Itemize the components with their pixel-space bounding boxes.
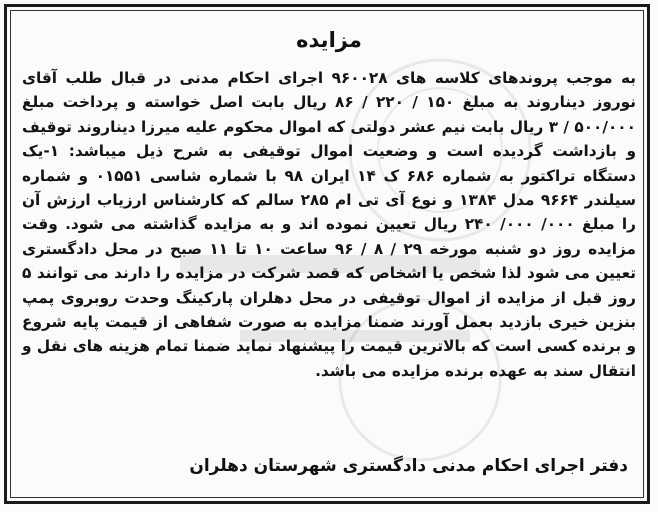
notice-body: به موجب پروندهای کلاسه های ۹۶۰۰۲۸ اجرای احکام مدنی در قبال طلب آقای نوروز دیناروند به مبلغ ۱۵۰ / ۲۲۰ / ۸۶ ریال بابت اصل خواسته و پرداخت مبلغ ۵۰۰/۰۰۰ / ۳ ریال بابت نیم عشر دولتی که اموال محکوم علیه میرزا دیناروند توقیف و بازداشت گردیده است و وضعیت اموال توقیفی به شرح ذیل میباشد: ۱-یک دستگاه تراکتور به شماره ۶۸۶ ک ۱۴ ایران ۹۸ با شماره شاسی ۰۱۵۵۱ و شماره سیلندر ۹۶۶۴ مدل ۱۳۸۴ و نوع آی تی ام ۲۸۵ سالم که کارشناس ارزیاب ارزش آن را مبلغ ۰۰۰/ ۰۰۰/ ۲۴۰ ریال تعیین نموده اند و به مزایده گذاشته می شود. وقت مزایده روز دو شنبه مورخه ۲۹ / ۸ / ۹۶ ساعت ۱۰ تا ۱۱ صبح در محل دادگستری تعیین می شود لذا شخص یا اشخاص که قصد شرکت در مزایده را دارند می توانند ۵ روز قبل از مزایده از اموال توقیفی در محل دهلران پارکینگ وحدت روبروی پمپ بنزین خیری بازدید بعمل آورند ضمنا مزایده به صورت شفاهی از قیمت پایه شروع و برنده کسی است که بالاترین قیمت را پیشنهاد نماید ضمنا تمام هزینه های نقل و انتقال سند به عهده برنده مزایده می باشد. [22,69,637,380]
notice-title: مزایده [296,28,362,52]
issuer-signature: دفتر اجرای احکام مدنی دادگستری شهرستان دهلران [189,456,628,476]
